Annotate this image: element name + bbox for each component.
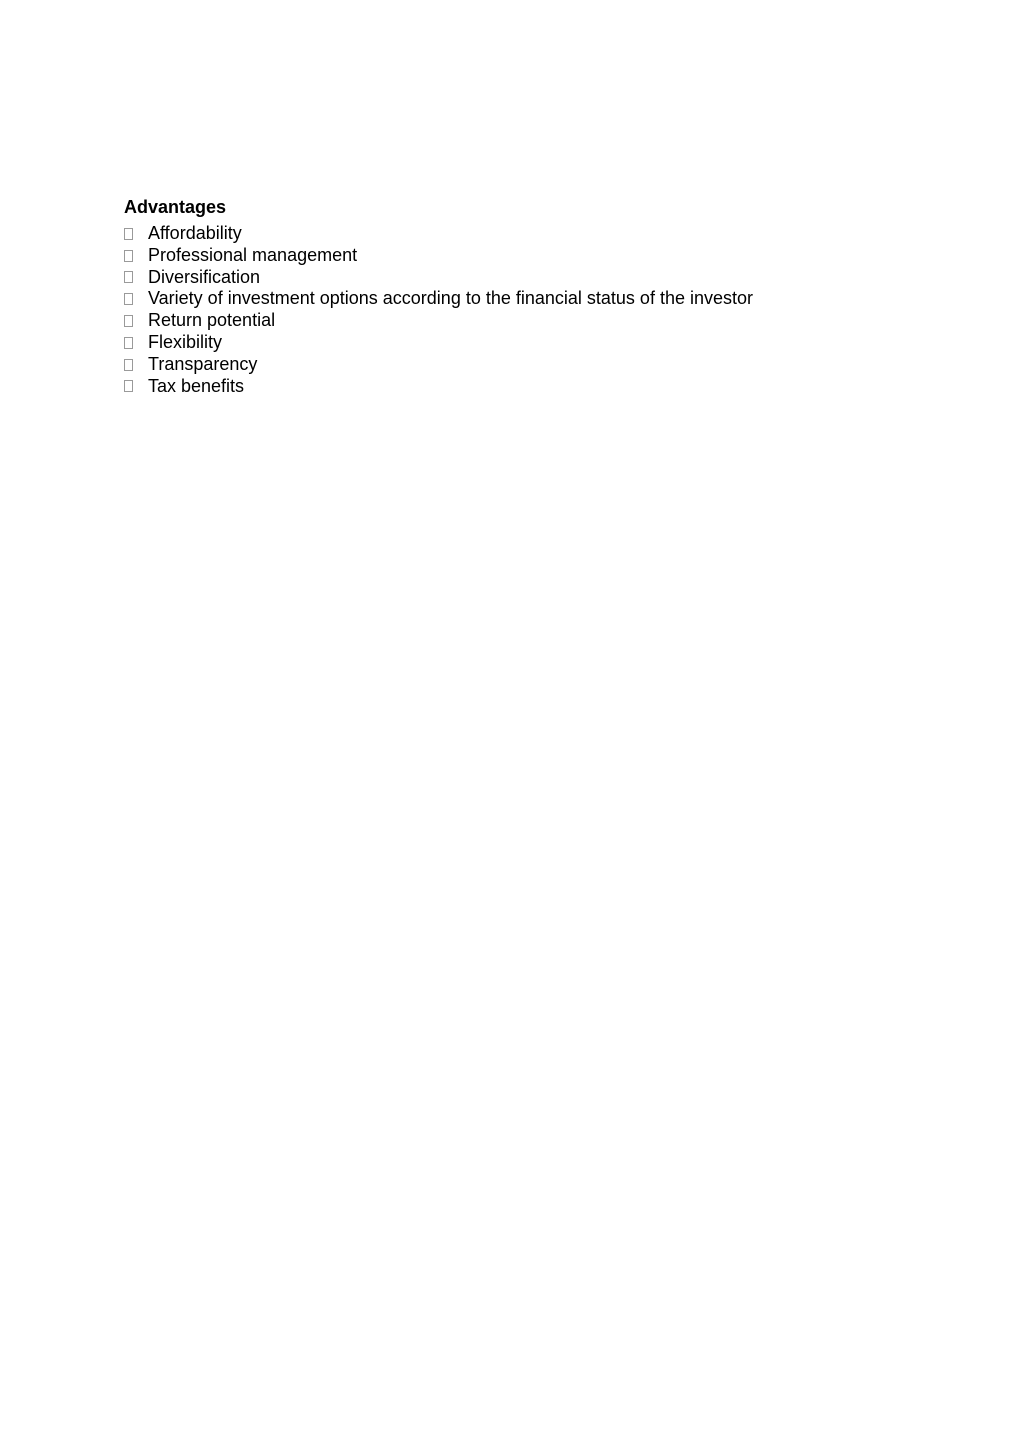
missing-glyph-box-icon [124, 250, 133, 262]
missing-glyph-box-icon [124, 359, 133, 371]
list-item-label: Affordability [148, 223, 242, 243]
missing-glyph-box-icon [124, 228, 133, 240]
document-content [124, 196, 904, 397]
missing-glyph-box-icon [124, 380, 133, 392]
list-item-label: Tax benefits [148, 375, 245, 396]
list-item-label: Return potential [148, 310, 276, 331]
list-item [124, 332, 904, 354]
advantages-list [124, 223, 904, 397]
list-item [124, 223, 904, 245]
list-item [124, 310, 904, 332]
list-item-label: Transparency [148, 353, 258, 374]
missing-glyph-box-icon [124, 315, 133, 327]
missing-glyph-box-icon [124, 271, 133, 283]
list-item-label: Variety of investment options according to the financial status of the investor [148, 288, 753, 309]
missing-glyph-box-icon [124, 337, 133, 349]
list-item [124, 376, 904, 398]
list-item-label: Flexibility [148, 331, 223, 352]
list-item [124, 288, 904, 310]
list-item-label: Diversification [148, 266, 261, 287]
list-item [124, 267, 904, 289]
section-heading: Advantages [124, 197, 227, 217]
list-item [124, 245, 904, 267]
list-item [124, 354, 904, 376]
missing-glyph-box-icon [124, 293, 133, 305]
list-item-label: Professional management [148, 244, 358, 265]
